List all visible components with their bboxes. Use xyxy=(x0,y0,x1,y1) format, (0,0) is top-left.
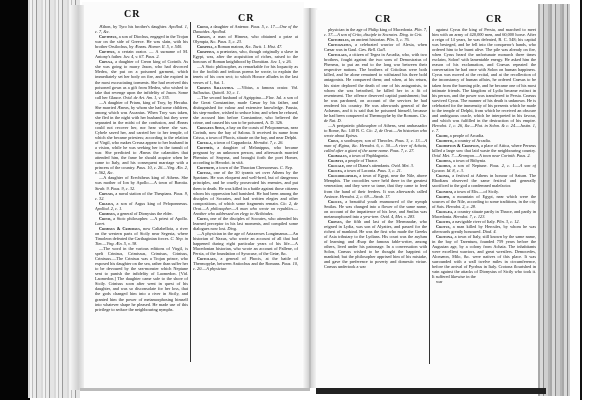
dictionary-entry xyxy=(432,279,536,284)
entry-headword: Crithote, xyxy=(197,165,217,171)
dictionary-entry xyxy=(95,216,188,226)
entry-text: one of the 30 tyrants set over Athens by the Spartans. He was eloquent and well-bred, but of dangerous principles, and he cruelly prosecuted his enemies, and put them to death. He was killed in a battle against those citizens whom his oppression had banished. He had been among the disciples of Socrates, and had written elegies and other compositions, of which some fragments remain. xyxy=(193,170,298,206)
entry-headword: Crobialus, xyxy=(328,153,349,159)
entry-text: a festival at Athens in honour of Saturn. The Rhodians observed the same festival and generally sacrificed to the god a condemned malefactor. xyxy=(432,173,536,189)
dictionary-entry xyxy=(432,194,536,209)
entry-headword: Critobulus, xyxy=(328,37,351,43)
entry-text: a town of Bithynia. xyxy=(452,158,487,164)
dictionary-entry xyxy=(193,216,298,231)
dictionary-entry xyxy=(95,246,188,312)
column-4 xyxy=(432,27,536,373)
entry-headword: Crino, xyxy=(197,24,211,29)
entry-citation: Ovid. de Art. Am. 1, v. 335. xyxy=(123,94,170,100)
dictionary-entry xyxy=(324,138,427,153)
entry-citation: Vid. Sallustius. Quintil. 10, c. 1. xyxy=(193,84,298,95)
entry-text: —A physician in the age of Artaxerxes Longimanus.—An historian of Naxus, who wrote an account of all that had happened during eight particular years of his life.—A Macedonian historian, who wrote an account of Pallene, of Persia, of the foundation of Syracuse, of the Getæ, &c. xyxy=(193,230,298,257)
entry-text: —A Stoic philosopher, as remarkable for his loquacity as for the foolish and tedious poems he wrote, to explain the tenets of his own sect; to which Horace alludes in the last verses of 1, Sat. 1. xyxy=(193,64,298,85)
entry-text: a son of Argus king of Peloponnesus. xyxy=(116,200,188,206)
entry-text: a prætorian, who, though originally a slave in Egypt, was, after the acquisition of riches, raised to the honours of Roman knighthood by Domitian. xyxy=(193,49,298,65)
entry-headword: Crethus, xyxy=(99,49,118,55)
entry-citation: Cæs. Bell. Gall. xyxy=(358,47,386,53)
entry-headword: Crison, xyxy=(197,34,214,40)
entry-citation: Laert. xyxy=(95,220,106,226)
entry-headword: Cromus, xyxy=(436,163,454,169)
entry-headword: Cromna, xyxy=(436,158,453,164)
entry-headword: Crispina, xyxy=(197,44,215,50)
entry-headword: Crobyzi, xyxy=(328,158,346,164)
entry-citation: C. Nep. xyxy=(280,165,294,171)
dictionary-entry xyxy=(193,85,298,95)
entry-headword: Cronia, xyxy=(436,173,453,179)
column-1 xyxy=(95,24,188,370)
entry-text: Æthon, by Tyro his brother's daughter. xyxy=(99,24,169,29)
entry-headword: Crispus Sallustius. xyxy=(197,84,238,90)
entry-text: —The word in the various editions of Virgil, is spelt Crinisus, Crimissus, Crimisus, Crinisus, Crinissus.—The Crinisus was a Trojan prince, who exposed his daughter on the sea, rather than suffer her to be devoured by the sea-monster which Neptune sent to punish the infidelity of Laomedon. [Vid. Laomedon.] The daughter came safe to the shore of Sicily. Crinisus soon after went in quest of his daughter, and was so disconsolate for her loss, that the gods changed him into a river in Sicily, and granted him the power of metamorphosing himself into whatever shape he pleased. He made use of this privilege to seduce the neighbouring nymphs. xyxy=(95,246,188,312)
entry-citation: Herodot. 7, c. 123. xyxy=(453,213,486,219)
entry-text: a town of Laconia. xyxy=(344,168,378,174)
entry-text: a citizen of Tegea in Arcadia, who, with two brothers, fought against the two sons of Demostratus of Pheneus, to put an end to the long war between their respective nations. The brothers of Critolaus were both killed, and he alone remained to withstand his three bold antagonists. He conquered them; and when, at his return, his sister deplored the death of one of his antagonists, to whom she was betrothed, he killed her in a fit of resentment. The offence deserved capital punishment; but he was pardoned, on account of the services he had rendered his country. He was afterwards general of the Achæans, and it is said that he poisoned himself, because he had been conquered at Thermopylæ by the Romans. xyxy=(324,52,427,118)
entry-text: a son of Diochus, engaged in the Trojan war on the side of Greece. He was slain, with his brother Orsilochus, by Æneas. xyxy=(95,34,188,50)
entry-citation: Paus. 2, c. 1.—A son of Lycaon. Id. 8, c. 3. xyxy=(432,163,536,174)
entry-text: —A daughter of Priam, king of Troy, by Hecuba. She married Æneas, by whom she had some children, among which was Ascanius. When Troy was taken, she fled in the night with her husband; but they were separated in the midst of the confusion, and Æneas could not recover her, nor hear where she was. Cybele saved her, and carried her to her temple, of which she became priestess; according to the relation of Virgil, who makes Creusa appear to her husband in a vision, while he was seeking her in the tumult of war. She predicted to Æneas the calamities that attended him, the fame he should acquire when he came to Italy, and his consequent marriage with a princess of the country. xyxy=(95,99,188,171)
dictionary-entry xyxy=(193,256,298,271)
column-rule-left xyxy=(190,22,191,362)
scan-border-right xyxy=(580,0,582,400)
entry-text: a son of Neptune. xyxy=(453,163,490,169)
dictionary-entry xyxy=(95,49,188,59)
dictionary-entry xyxy=(432,224,536,234)
entry-headword: Critolaus, xyxy=(197,256,221,262)
entry-headword: Critias, xyxy=(197,170,214,176)
entry-text: a general of Dionysius the elder. xyxy=(117,210,173,216)
entry-text: a mountain of Egypt, near which were the sources of the Nile, according to some traditions, in the city of Sais. xyxy=(432,193,536,209)
dictionary-entry xyxy=(95,34,188,49)
entry-text: a daughter of Melanippus, who became pregnant by an unknown person, and afterwards married Phemius of Smyrna, and brought forth the poet Homer, according to Herodot. in vitâ. xyxy=(193,145,298,166)
entry-text: against Cyrus the king of Persia, and marched to meet him with an army of 420,000 men, and 60,000 horse. After a reign of 14 years, he was defeated, B. C. 548; his capital was besieged, and he fell into the conqueror's hands, who ordered him to be burnt alive. The pile was already on fire, when Cyrus heard the unfortunate monarch three times exclaim, Solon! with lamentable energy. He asked him the reason of his exclamation, and Crœsus repeated the conversation he had once with Solon on human happiness. Cyrus was moved at the recital, and at the recollection of the inconstancy of human affairs, he ordered Crœsus to be taken from the burning pile, and he became one of his most intimate friends. The kingdom of Lydia became extinct in his person, and the power was transferred to Persia. Crœsus survived Cyrus. The manner of his death is unknown. He is celebrated for the immensity of his presents which he made to the temple of Delphi, from which he received an obscure and ambiguous oracle, which he interpreted in his favour, and which was fulfilled in the destruction of his empire. xyxy=(432,27,536,123)
dictionary-entry xyxy=(193,145,298,165)
entry-headword: Creusis, xyxy=(99,190,116,196)
entry-citation: Cic. de Nat. D. xyxy=(324,112,427,123)
entry-text: a town of Italy, still known by the same name, in the bay of Tarentum, founded 759 years before the Augustan age, by a colony from Achaia. The inhabitants were excellent warriors, and great wrestlers. Democedes, Alcmæon, Milo, &c. were natives of this place. It was surrounded with a wall twelve miles in circumference, before the arrival of Pyrrhus in Italy. Crotona flourished in vain against the attacks of Dionysius of Sicily who took it. It suffered likewise in the xyxy=(432,233,536,280)
entry-headword: Crito, xyxy=(197,215,211,221)
left-page-curl xyxy=(70,5,84,390)
entry-text: —The second husband of Agrippina.—Flav. Jul. a son of the Great Constantine, made Cæsar by his father, and distinguished for valour and extensive knowledge. Fausta, his step-mother, wished to seduce him; and when he refused, she accused him before Constantine, who believed the crime, and caused his son to be poisoned, A. D. 326. xyxy=(193,94,298,125)
entry-citation: Diog. xyxy=(227,225,238,231)
dictionary-entry xyxy=(324,123,427,138)
entry-citation: Paus. 10, c. 20.—A physician xyxy=(193,261,298,272)
entry-headword: Crispinus, xyxy=(197,49,217,55)
entry-headword: Crotus, xyxy=(436,223,453,229)
entry-headword: Cromi, xyxy=(436,132,450,138)
entry-citation: Ovid. 4, Met. v. 283. xyxy=(380,213,416,219)
entry-citation: Paus. 5, c. 17.—One of the Danaides. Apollod. xyxy=(193,24,298,35)
entry-headword: Creusa, xyxy=(99,59,116,65)
entry-text: a certain orator. — A surname of M. Antony's father. xyxy=(95,49,188,60)
entry-text: war xyxy=(436,279,443,285)
entry-headword: Cronium, xyxy=(436,188,455,194)
entry-text: a town of Egypt, near the Nile, above Memphis. The crocodiles were held there in the greatest veneration; and they were so tame, that they came to feed from the hand of their feeders. It was afterwards called Arsinoe. xyxy=(324,173,427,199)
column-3 xyxy=(324,27,427,373)
dictionary-entry xyxy=(193,231,298,256)
dictionary-entry xyxy=(432,163,536,173)
entry-headword: Crimisus, xyxy=(99,210,118,216)
entry-citation: Homer. Il. 5, v. 540. xyxy=(148,44,183,50)
entry-headword: Cretheus, xyxy=(99,34,119,40)
dictionary-entry xyxy=(95,100,188,176)
entry-citation: Apollod. 1, c. 7, &c. xyxy=(95,24,188,35)
entry-text: a navigable river of Italy. xyxy=(452,218,497,224)
entry-text: —A daughter of Erechtheus king of Athens. She was mother of Ion by Apollo.—A town of Bœotia. xyxy=(95,175,188,186)
entry-headword: Crocale, xyxy=(328,163,347,169)
entry-text: a Roman matron, &c. xyxy=(214,44,253,50)
dictionary-entry xyxy=(95,175,188,190)
entry-headword: Crotona, xyxy=(436,233,455,239)
entry-text: a naval station of the Thespians. xyxy=(115,190,174,196)
entry-citation: Herodot. 7, c. 26. xyxy=(253,140,284,146)
left-page-bottom-edge xyxy=(80,388,310,391)
entry-citation: Plin. 3, c. 12. xyxy=(496,218,520,224)
dictionary-entry xyxy=(95,59,188,99)
entry-text: now Caltabellota, a river on the western parts of Sicily near Segesta, where Timoleon defeated the Carthaginian forces. xyxy=(95,225,188,241)
entry-headword: Crœsus, xyxy=(328,218,346,224)
dictionary-entry xyxy=(95,201,188,211)
entry-citation: Diod. 4. xyxy=(482,228,497,234)
entry-citation: Juv. 4, v. 67. Paus. 2. xyxy=(123,54,160,60)
entry-citation: Paus. 9, c. 32. xyxy=(95,190,188,201)
entry-citation: Herodot. 1, c. 26, &c.—Plut. in Solon. & c. 24.—Justin. 1, c. 7. xyxy=(432,122,536,133)
dictionary-entry xyxy=(324,219,427,269)
entry-headword: Critolaus, xyxy=(328,52,350,58)
entry-citation: Herodot. 2, c. 28. xyxy=(445,203,477,209)
entry-text: a town of the Thracian Chersonesus. xyxy=(216,165,281,171)
dictionary-entry xyxy=(324,42,427,52)
entry-citation: Paus. 3, c. 21. xyxy=(377,168,402,174)
entry-text: one of Diana's attendants. xyxy=(346,163,392,169)
entry-citation: Ovid. Met. 7.—Kromyon.—A town near Corinth. Paus. 2. xyxy=(432,153,531,159)
entry-text: a town of Cappadocia. xyxy=(213,140,254,146)
running-header-right-2: CR xyxy=(486,14,503,25)
dictionary-entry xyxy=(95,191,188,201)
entry-text: a people of Thrace. xyxy=(345,158,379,164)
entry-citation: Apollod. 2, c. 1. xyxy=(95,205,123,211)
entry-text: a people of Arcadia. xyxy=(449,132,485,138)
entry-headword: Crissæus Sinus, xyxy=(197,124,227,130)
running-header-left-1: CR xyxy=(124,9,141,20)
entry-text: physician in the age of Philip king of Macedonia. xyxy=(328,27,415,32)
entry-text: a daughter of Antenor. xyxy=(210,24,251,29)
dictionary-entry xyxy=(432,209,536,219)
running-header-right-1: CR xyxy=(375,14,392,25)
entry-citation: Cic. 2, de Orat.—A philosopher.—A man who wrote on republics.—Another who addressed an elegy to Alcibiades. xyxy=(193,200,298,216)
entry-text: a town of Elis.—of Sicily. xyxy=(454,188,499,194)
dictionary-entry xyxy=(193,125,298,140)
entry-text: a place of Attica, where Perseus killed a large sow that laid waste the neighbouring country. xyxy=(432,143,536,154)
entry-headword: Criasus, xyxy=(99,200,117,206)
dictionary-entry xyxy=(324,199,427,219)
entry-citation: Ovid. Met. 3. xyxy=(391,163,414,169)
entry-text: a man of Himera, who obtained a prize at Olympia, &c. xyxy=(193,34,298,45)
dictionary-entry xyxy=(324,27,427,37)
entry-text: a man killed by Hercules, by whom he was afterwards greatly honoured. xyxy=(432,223,536,234)
entry-citation: Tacit. 1. Hist. 47. xyxy=(252,44,283,50)
entry-citation: Herodot. 2, c. 69.—Strab. 17. xyxy=(339,193,391,199)
entry-text: a beautiful youth enamoured of the nymph Smilax. He was changed into a flower of the same name, on account of the impatience of his love, and Smilax was metamorphosed into a yew-tree. xyxy=(324,198,427,219)
entry-text: a country of Arcadia. xyxy=(454,138,491,144)
entry-headword: Cromitis, xyxy=(436,138,455,144)
scan-border-left xyxy=(0,0,30,400)
entry-citation: Plin. 7, c. 37.—A son of Crito, disciple to Socrates. Diog. in Crit. xyxy=(324,27,427,38)
dictionary-entry xyxy=(193,49,298,64)
entry-text: an ancient historian. xyxy=(350,37,387,43)
dictionary-entry xyxy=(193,170,298,215)
entry-headword: Crocea, xyxy=(328,168,345,174)
column-rule-right xyxy=(429,26,430,364)
dictionary-entry xyxy=(193,64,298,84)
entry-headword: Crimisus & Crimissus, xyxy=(99,225,143,231)
right-page-bottom-edge xyxy=(316,388,546,394)
entry-headword: Crocus, xyxy=(328,198,346,204)
dictionary-entry xyxy=(324,173,427,198)
dictionary-entry xyxy=(432,234,536,279)
dictionary-entry xyxy=(193,24,298,34)
right-page-stack xyxy=(538,4,570,396)
entry-text: a daughter of Creon king of Corinth. As she was going to marry Jason, who had divorced Medea, she put on a poisoned garment, which immediately set her body on fire, and she expired in the most excruciating torments. She had received this poisoned gown as a gift from Medea, who wished to take that revenge upon the infidelity of Jason. Some call her Glauce. xyxy=(95,59,188,100)
entry-citation: Cic. 2, de Orat.—An historian who wrote about Epirus. xyxy=(324,127,427,138)
entry-text: a Stoic philosopher. —A priest of Apollo. xyxy=(113,215,188,221)
entry-headword: Crocodilopolis, xyxy=(328,173,360,179)
dictionary-entry xyxy=(432,173,536,188)
entry-text: —A peripatetic philosopher of Athens, sent ambassador to Rome, &c. 140 B. C. xyxy=(324,122,427,133)
dictionary-entry xyxy=(432,27,536,133)
entry-text: a country situate partly in Thrace, and partly in Macedonia. xyxy=(432,208,536,219)
entry-citation: C. Nep. in Tim.—Virg. Æn. 5, v. 38. xyxy=(95,235,188,247)
entry-text: a celebrated warrior of Alesia, when Cæsar was in Gaul. xyxy=(324,42,427,53)
entry-citation: Strab. 9. Paus. 9, c. 32. xyxy=(95,185,136,191)
entry-text: a bay on the coasts of Peloponnesus, near Corinth, now the bay of Salona. It received its name from Crissa, a town of Phocis, situate on the bay, and near Delphi. xyxy=(193,124,298,141)
entry-citation: Paus. 10, c. 26.—Virg. Æn. 2, v. 562, &c. xyxy=(95,165,188,176)
entry-headword: Critala, xyxy=(197,140,214,146)
entry-text: a general of Phocis, at the battle of Thermopylæ, between Antiochus and the Romans. xyxy=(193,256,298,267)
entry-citation: Paus. 3, c. 13.—A man of Ægina, &c. Herodot. 6, c. 50.—A river of Achaia, called after a giant of the same name. Paus. 7, c. 27. xyxy=(324,138,427,154)
entry-headword: Crius, xyxy=(328,138,341,144)
entry-headword: Crommyon & Cromyon, xyxy=(436,143,481,149)
entry-text: one of the disciples of Socrates, who attended his learned preceptor in his last moments, and compiled some dialogues now lost. xyxy=(193,215,298,231)
entry-headword: Critheïs, xyxy=(197,145,218,151)
dictionary-entry xyxy=(193,34,298,44)
dictionary-entry xyxy=(193,95,298,125)
dictionary-entry xyxy=(432,143,536,158)
entry-headword: Crinis, xyxy=(99,215,114,221)
column-2 xyxy=(193,24,298,370)
entry-headword: Critognatus, xyxy=(328,42,356,48)
entry-text: a soothsayer, son of Theocles. xyxy=(340,138,396,144)
entry-citation: Paus. 5, c. 23. xyxy=(217,39,243,45)
entry-text: —Vibius, a famous orator. xyxy=(237,84,292,90)
entry-text: the fifth and last of the Mermnadæ, who reigned in Lydia, was son of Alyattes, and passed for the richest of mankind. He was the first who made the Greeks of Asia tributary to the Lydians. His court was the asylum of learning; and Æsop the famous fable-writer, among others, lived under his patronage. In a conversation with Solon, Crœsus wished to be thought the happiest of mankind; but the philosopher apprised him of his mistake, and gave the preference to poverty and domestic virtue. Crœsus undertook a war xyxy=(324,218,427,270)
entry-citation: Plin. 5, c. 76. xyxy=(386,37,410,43)
entry-citation: Juv. 1, v. 26. xyxy=(270,59,292,65)
dictionary-entry xyxy=(95,226,188,246)
entry-headword: Crostis, xyxy=(436,218,453,224)
entry-text: a town of Paphlagonia. xyxy=(348,153,389,159)
entry-headword: Crossæa, xyxy=(436,208,455,214)
running-header-left-2: CR xyxy=(238,13,255,24)
dictionary-entry xyxy=(95,24,188,34)
entry-headword: Crophi, xyxy=(436,193,453,199)
dictionary-entry xyxy=(324,52,427,123)
